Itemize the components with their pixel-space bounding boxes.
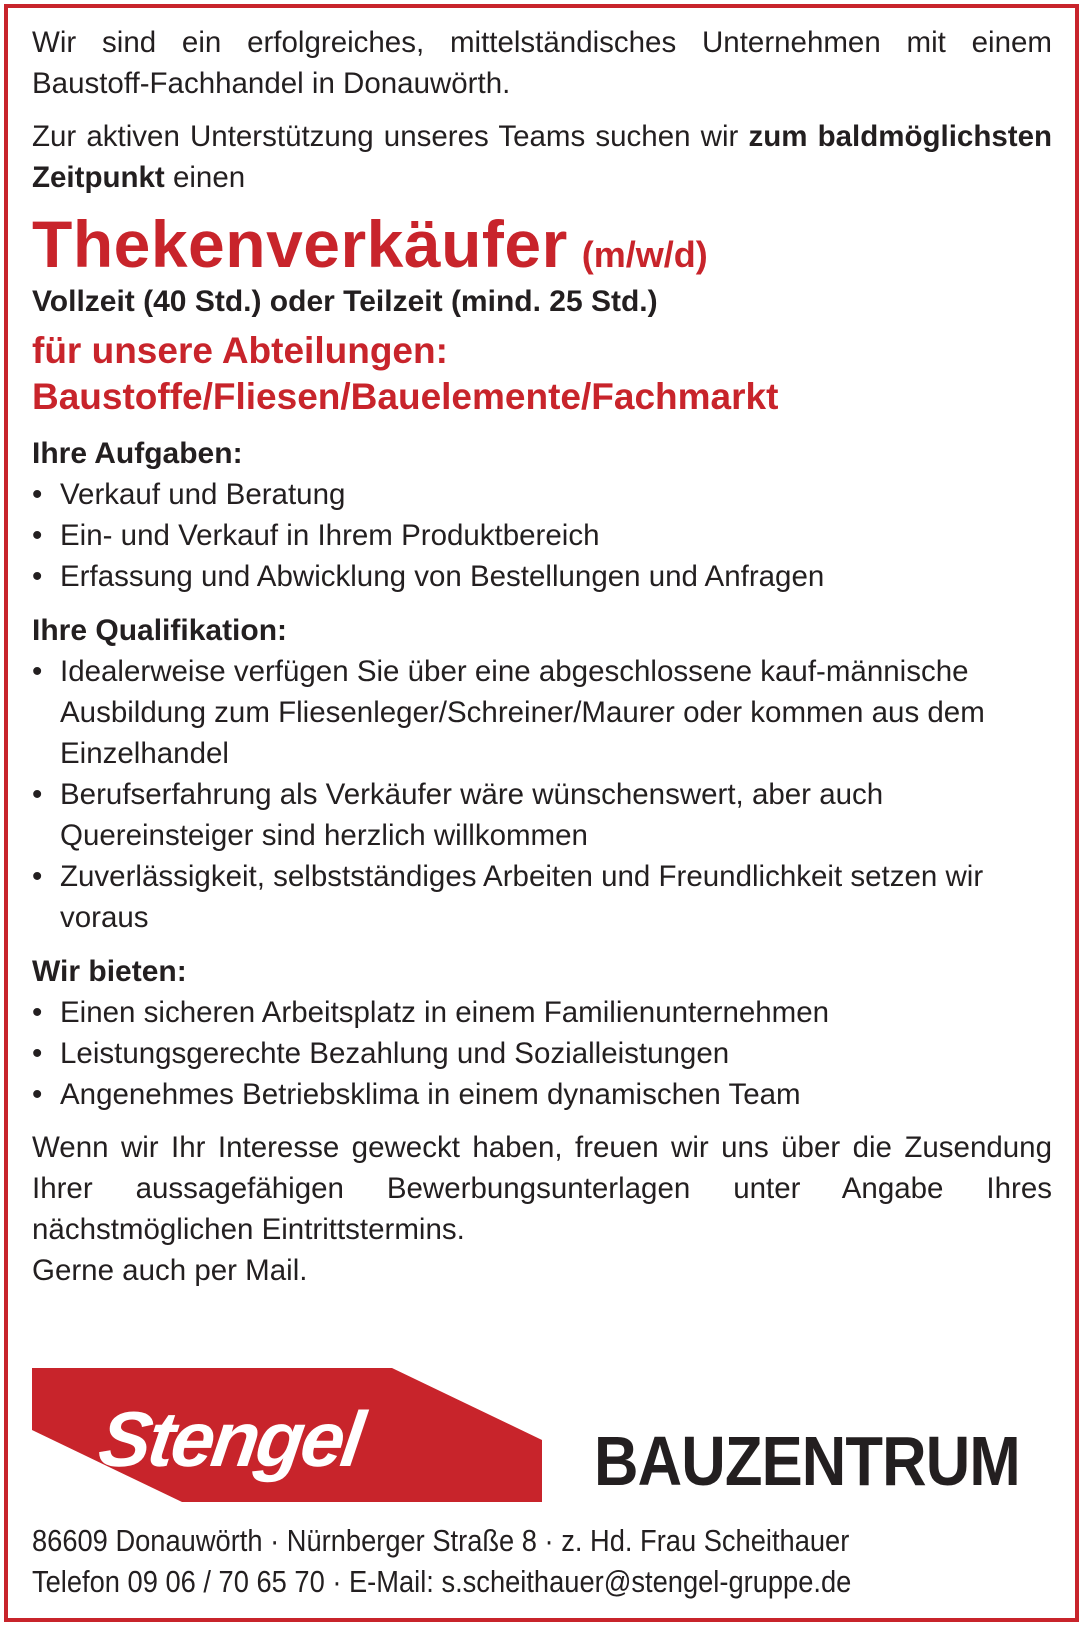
search-paragraph — [32, 116, 1052, 198]
search-text-post: einen — [164, 161, 246, 194]
job-title-line — [32, 206, 1052, 280]
closing-paragraph: Wenn wir Ihr Interesse geweckt haben, freuen wir uns über die Zusendung Ihrer aussagefähigen Bewerbungsunterlagen unter Angabe Ihres nächstmöglichen Eintrittstermins. — [32, 1131, 1052, 1246]
department-list: Baustoffe/Fliesen/Bauelemente/Fachmarkt — [32, 376, 779, 417]
offer-heading: Wir bieten: — [32, 955, 187, 988]
mail-note: Gerne auch per Mail. — [32, 1254, 308, 1287]
list-item: • Berufserfahrung als Verkäufer wäre wünschenswert, aber auch Quereinsteiger sind herzlich willkommen — [32, 778, 884, 852]
job-gender: (m/w/d) — [581, 234, 708, 275]
list-item: • Idealerweise verfügen Sie über eine abgeschlossene kauf-männische Ausbildung zum Fliesenleger/Schreiner/Maurer oder kommen aus dem Einzelhandel — [32, 655, 985, 770]
list-item: • Angenehmes Betriebsklima in einem dynamischen Team — [32, 1078, 801, 1111]
tasks-heading: Ihre Aufgaben: — [32, 437, 243, 470]
job-title: Thekenverkäufer — [32, 207, 568, 281]
list-item: • Ein- und Verkauf in Ihrem Produktbereich — [32, 519, 600, 552]
qualification-list — [32, 651, 1052, 938]
intro-paragraph: Wir sind ein erfolgreiches, mittelständisches Unternehmen mit einem Baustoff-Fachhandel in Donauwörth. — [32, 26, 1052, 100]
department-heading — [32, 328, 1052, 420]
list-item: • Leistungsgerechte Bezahlung und Sozialleistungen — [32, 1037, 730, 1070]
company-address: 86609 Donauwörth · Nürnberger Straße 8 · z. Hd. Frau Scheithauer — [32, 1523, 850, 1558]
company-contact: Telefon 09 06 / 70 65 70 · E-Mail: s.scheithauer@stengel-gruppe.de — [32, 1564, 852, 1599]
list-item: • Verkauf und Beratung — [32, 478, 346, 511]
list-item: • Erfassung und Abwicklung von Bestellungen und Anfragen — [32, 560, 825, 593]
department-intro: für unsere Abteilungen: — [32, 330, 448, 371]
job-ad-content — [32, 22, 1052, 1291]
tasks-list — [32, 474, 1052, 597]
list-item: • Einen sicheren Arbeitsplatz in einem Familienunternehmen — [32, 996, 830, 1029]
job-hours: Vollzeit (40 Std.) oder Teilzeit (mind. 25 Std.) — [32, 285, 658, 318]
qualification-heading: Ihre Qualifikation: — [32, 614, 288, 647]
logo-wordmark: Stengel — [93, 1395, 367, 1483]
search-text-pre: Zur aktiven Unterstützung unseres Teams suchen wir — [32, 120, 749, 153]
contact-block — [32, 1520, 851, 1602]
stengel-logo — [32, 1368, 552, 1502]
offer-list — [32, 992, 1052, 1115]
company-logo-row — [32, 1368, 1052, 1508]
search-text-bold: zum baldmöglichsten Zeitpunkt — [32, 120, 1052, 194]
list-item: • Zuverlässigkeit, selbstständiges Arbeiten und Freundlichkeit setzen wir voraus — [32, 860, 984, 934]
company-division: BAUZENTRUM — [594, 1422, 1020, 1500]
